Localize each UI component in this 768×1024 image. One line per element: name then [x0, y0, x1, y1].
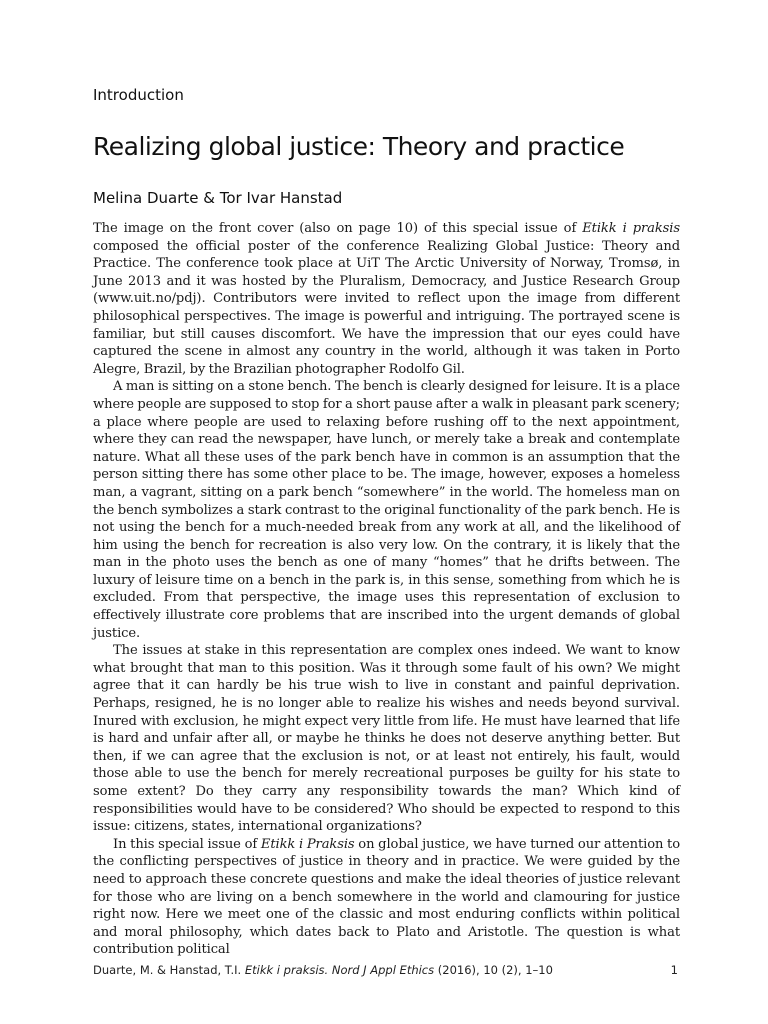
- paragraph-3: The issues at stake in this representation are complex ones indeed. We want to know what brought that man to this position. Was it through some fault of his own? We might agree that it can hardly be his true wish to live in constant and painful deprivation. Perhaps, resigned, he is no longer able to realize his wishes and needs beyond survival. Inured with exclusion, he might expect very little from life. He must have learned that life is hard and unfair after all, or maybe he thinks he does not deserve anything better. But then, if we can agree that the exclusion is not, or at least not entirely, his fault, would those able to use the bench for merely recreational purposes be guilty for his state to some extent? Do they carry any responsibility towards the man? Which kind of responsibilities would have to be considered? Who should be expected to respond to this issue: citizens, states, international organizations?: [93, 643, 680, 835]
- journal-name-italic-2: Etikk i Praksis: [260, 836, 355, 852]
- article-authors: Melina Duarte & Tor Ivar Hanstad: [93, 189, 343, 207]
- page-number: 1: [670, 963, 678, 977]
- article-title: Realizing global justice: Theory and practice: [93, 132, 625, 161]
- section-label: Introduction: [93, 86, 184, 104]
- paragraph-4: [93, 836, 680, 959]
- footer-citation-b: (2016), 10 (2), 1–10: [434, 963, 553, 977]
- paragraph-1: [93, 220, 680, 378]
- paragraph-4-text-b: on global justice, we have turned our attention to the conflicting perspectives of justice in theory and in practice. We were guided by the need to approach these concrete questions and make the ideal theories of justice relevant for those who are living on a bench somewhere in the world and clamouring for justice right now. Here we meet one of the classic and most enduring conflicts within political and moral philosophy, which dates back to Plato and Aristotle. The question is what contribution political: [93, 836, 681, 958]
- paragraph-2: A man is sitting on a stone bench. The bench is clearly designed for leisure. It is a place where people are supposed to stop for a short pause after a walk in pleasant park scenery; a place where people are used to relaxing before rushing off to the next appointment, where they can read the newspaper, have lunch, or merely take a break and contemplate nature. What all these uses of the park bench have in common is an assumption that the person sitting there has some other place to be. The image, however, exposes a homeless man, a vagrant, sitting on a park bench “somewhere” in the world. The homeless man on the bench symbolizes a stark contrast to the original functionality of the park bench. He is not using the bench for a much-needed break from any work at all, and the likelihood of him using the bench for recreation is also very low. On the contrary, it is likely that the man in the photo uses the bench as one of many “homes” that he drifts between. The luxury of leisure time on a bench in the park is, in this sense, something from which he is excluded. From that perspective, the image uses this representation of exclusion to effectively illustrate core problems that are inscribed into the urgent demands of global justice.: [93, 379, 680, 641]
- footer-journal-italic: Etikk i praksis. Nord J Appl Ethics: [244, 963, 435, 977]
- footer-citation: [93, 963, 553, 977]
- paragraph-4-text-a: In this special issue of: [113, 836, 261, 852]
- footer-citation-a: Duarte, M. & Hanstad, T.I.: [93, 963, 245, 977]
- paragraph-1-text-b: composed the official poster of the conference Realizing Global Justice: Theory and Practice. The conference took place at UiT The Arctic University of Norway, Tromsø, in June 2013 and it was hosted by the Pluralism, Democracy, and Justice Research Group (www.uit.no/pdj). Contributors were invited to reflect upon the image from different philosophical perspectives. The image is powerful and intriguing. The portrayed scene is familiar, but still causes discomfort. We have the impression that our eyes could have captured the scene in almost any country in the world, although it was taken in Porto Alegre, Brazil, by the Brazilian photographer Rodolfo Gil.: [93, 238, 680, 377]
- article-body: [93, 220, 680, 959]
- paragraph-1-text-a: The image on the front cover (also on page 10) of this special issue of: [93, 221, 583, 236]
- journal-name-italic: Etikk i praksis: [582, 221, 680, 236]
